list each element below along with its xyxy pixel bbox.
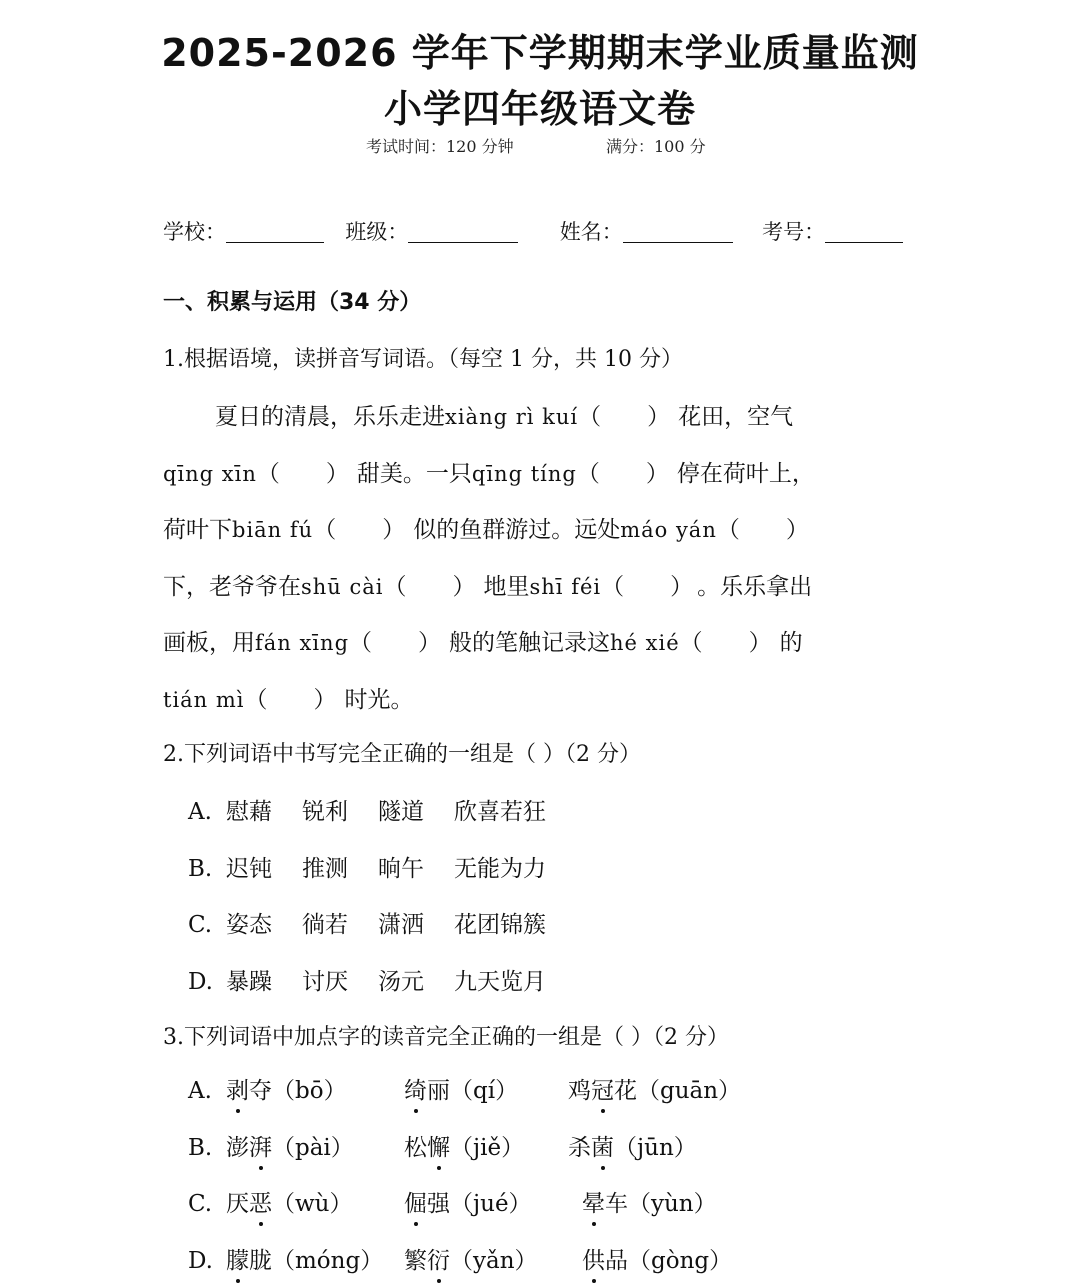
- name-field[interactable]: [623, 222, 733, 243]
- school-label: 学校：: [163, 220, 226, 244]
- q2-option-b[interactable]: B. 迟钝 推测 晌午 无能为力: [188, 856, 546, 882]
- answer-blank[interactable]: （ ）: [716, 517, 809, 543]
- q3-option-d[interactable]: D. 朦胧（móng） 繁衍（yǎn） 供品（gòng）: [188, 1242, 732, 1275]
- answer-blank[interactable]: （ ）: [349, 630, 442, 656]
- answer-blank[interactable]: （ ）: [383, 574, 476, 600]
- class-label: 班级：: [345, 220, 409, 244]
- full-score: 满分：100 分: [606, 137, 706, 156]
- answer-blank[interactable]: （ ）: [576, 461, 669, 487]
- exam-no-field[interactable]: [825, 222, 903, 243]
- question-3-stem: 3.下列词语中加点字的读音完全正确的一组是（ ）（2 分）: [163, 1025, 729, 1050]
- exam-subtitle: 小学四年级语文卷: [383, 87, 696, 131]
- answer-blank[interactable]: （ ）: [679, 630, 772, 656]
- q1-line-2: qīng xīn（ ） 甜美。一只qīng tíng（ ） 停在荷叶上，: [163, 455, 815, 488]
- section-title: 一、积累与运用（34 分）: [163, 290, 422, 315]
- question-1-stem: 1.根据语境，读拼音写词语。（每空 1 分，共 10 分）: [163, 347, 683, 372]
- q2-option-a[interactable]: A. 慰藉 锐利 隧道 欣喜若狂: [188, 799, 546, 825]
- answer-blank[interactable]: （ ）: [244, 687, 337, 713]
- q3-option-a[interactable]: A. 剥夺（bō） 绮丽（qí） 鸡冠花（guān）: [188, 1072, 741, 1105]
- q1-line-3: 荷叶下biān fú（ ） 似的鱼群游过。远处máo yán（ ）: [163, 511, 817, 544]
- name-label: 姓名：: [559, 220, 623, 244]
- q1-line-1: 夏日的清晨，乐乐走进xiàng rì kuí（ ） 花田，空气: [215, 398, 793, 431]
- q2-option-d[interactable]: D. 暴躁 讨厌 汤元 九天览月: [188, 969, 546, 995]
- answer-blank[interactable]: （ ）: [601, 574, 694, 600]
- answer-blank[interactable]: （ ）: [256, 461, 349, 487]
- question-2-stem: 2.下列词语中书写完全正确的一组是（ ）（2 分）: [163, 742, 641, 767]
- school-field[interactable]: [226, 222, 324, 243]
- exam-no-label: 考号：: [762, 220, 826, 244]
- student-info-row: [163, 216, 903, 246]
- answer-blank[interactable]: （ ）: [578, 404, 671, 430]
- q1-line-6: tián mì（ ） 时光。: [163, 681, 414, 714]
- q3-option-c[interactable]: C. 厌恶（wù） 倔强（jué） 晕车（yùn）: [188, 1185, 717, 1218]
- q3-option-b[interactable]: B. 澎湃（pài） 松懈（jiě） 杀菌（jūn）: [188, 1129, 697, 1162]
- q1-line-5: 画板，用fán xīng（ ） 般的笔触记录这hé xié（ ） 的: [163, 624, 803, 657]
- q1-line-4: 下，老爷爷在shū cài（ ） 地里shī féi（ ） 。乐乐拿出: [163, 568, 812, 601]
- exam-time: 考试时间：120 分钟: [366, 137, 514, 156]
- q2-option-c[interactable]: C. 姿态 徜若 潇洒 花团锦簇: [188, 912, 546, 938]
- class-field[interactable]: [408, 222, 518, 243]
- answer-blank[interactable]: （ ）: [313, 517, 406, 543]
- exam-title: 2025-2026 学年下学期期末学业质量监测: [161, 31, 919, 75]
